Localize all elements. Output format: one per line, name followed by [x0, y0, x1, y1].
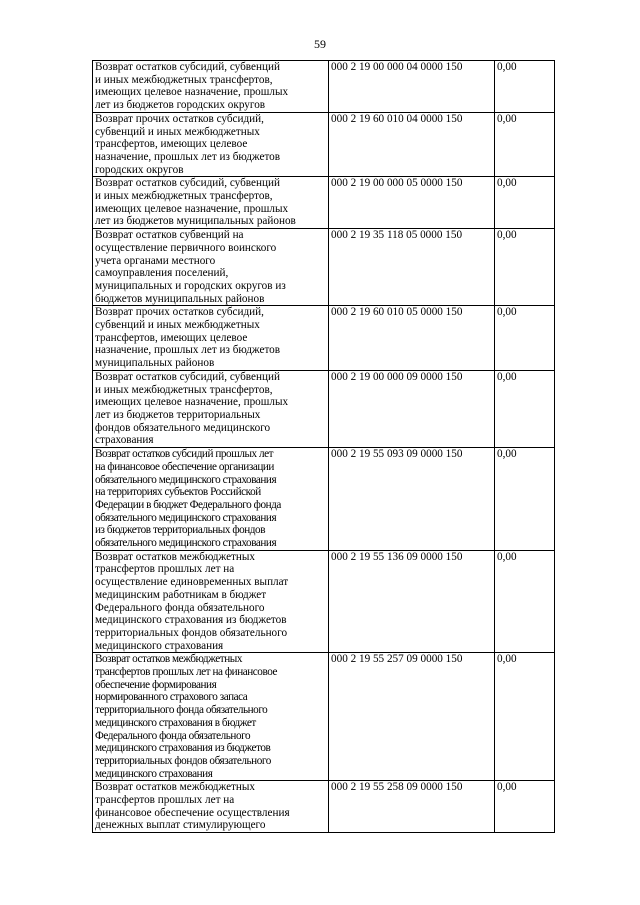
revenue-name-cell [93, 177, 329, 229]
revenue-name-line: Федерального фонда обязательного [95, 729, 251, 742]
budget-code-cell: 000 2 19 55 258 09 0000 150 [329, 781, 495, 833]
revenue-name-line: Возврат остатков субсидий, субвенций [95, 370, 280, 383]
revenue-name-line: Возврат прочих остатков субсидий, [95, 306, 264, 319]
revenue-name-line: обязательного медицинского страхования [95, 473, 277, 486]
table-row [93, 61, 555, 113]
revenue-name-line: территориальных фондов обязательного [95, 626, 288, 639]
revenue-name-line: имеющих целевое назначение, прошлых [95, 396, 289, 409]
revenue-name-line: имеющих целевое назначение, прошлых [95, 202, 289, 215]
table-row [93, 550, 555, 653]
revenue-name-cell [93, 653, 329, 781]
revenue-name-line: Федерации в бюджет Федерального фонда [95, 498, 281, 511]
amount-cell: 0,00 [495, 112, 555, 177]
budget-code-cell: 000 2 19 60 010 05 0000 150 [329, 306, 495, 371]
revenue-name-line: учета органами местного [95, 254, 216, 267]
revenue-name-line: Возврат прочих остатков субсидий, [95, 112, 264, 125]
revenue-name-line: Возврат остатков субсидий прошлых лет [95, 448, 274, 461]
revenue-name-line: и иных межбюджетных трансфертов, [95, 190, 273, 203]
table-row [93, 306, 555, 371]
revenue-name-line: лет из бюджетов территориальных [95, 408, 261, 421]
budget-code-cell: 000 2 19 00 000 04 0000 150 [329, 61, 495, 113]
revenue-name-cell [93, 370, 329, 447]
revenue-name-line: фондов обязательного медицинского [95, 421, 271, 434]
revenue-name-line: трансфертов прошлых лет на [95, 563, 235, 576]
revenue-name-cell [93, 550, 329, 653]
amount-cell: 0,00 [495, 306, 555, 371]
revenue-name-line: на финансовое обеспечение организации [95, 460, 274, 473]
revenue-name-cell [93, 448, 329, 551]
amount-cell: 0,00 [495, 229, 555, 306]
revenue-name-line: субвенций и иных межбюджетных [95, 125, 260, 138]
revenue-name-line: лет из бюджетов городских округов [95, 99, 266, 112]
amount-cell: 0,00 [495, 653, 555, 781]
revenue-name-line: Возврат остатков субвенций на [95, 229, 244, 242]
table-row [93, 177, 555, 229]
amount-cell: 0,00 [495, 61, 555, 113]
budget-code-cell: 000 2 19 55 093 09 0000 150 [329, 448, 495, 551]
revenue-name-cell [93, 61, 329, 113]
revenue-name-line: лет из бюджетов муниципальных районов [95, 215, 296, 228]
revenue-name-line: медицинского страхования в бюджет [95, 716, 256, 729]
revenue-name-line: самоуправления поселений, [95, 267, 229, 280]
revenue-name-line: финансовое обеспечение осуществления [95, 806, 290, 819]
amount-cell: 0,00 [495, 448, 555, 551]
revenue-name-line: городских округов [95, 163, 184, 176]
revenue-name-line: медицинского страхования из бюджетов [95, 614, 287, 627]
revenue-name-line: Федерального фонда обязательного [95, 601, 265, 614]
revenue-name-line: трансфертов, имеющих целевое [95, 138, 248, 151]
revenue-name-line: назначение, прошлых лет из бюджетов [95, 344, 281, 357]
table-row [93, 112, 555, 177]
budget-table [92, 60, 555, 833]
revenue-name-line: Возврат остатков субсидий, субвенций [95, 61, 280, 73]
amount-cell: 0,00 [495, 177, 555, 229]
revenue-name-line: Возврат остатков межбюджетных [95, 781, 256, 794]
revenue-name-line: муниципальных районов [95, 357, 215, 370]
revenue-name-line: трансфертов прошлых лет на [95, 794, 235, 807]
table-row [93, 781, 555, 833]
revenue-name-cell [93, 229, 329, 306]
revenue-name-line: осуществление единовременных выплат [95, 576, 289, 589]
budget-code-cell: 000 2 19 55 136 09 0000 150 [329, 550, 495, 653]
revenue-name-line: территориальных фондов обязательного [95, 754, 271, 767]
revenue-name-line: трансфертов, имеющих целевое [95, 331, 248, 344]
revenue-name-line: и иных межбюджетных трансфертов, [95, 73, 273, 86]
revenue-name-line: нормированного страхового запаса [95, 691, 248, 704]
table-row [93, 653, 555, 781]
revenue-name-line: медицинским работникам в бюджет [95, 588, 267, 601]
revenue-name-cell [93, 306, 329, 371]
revenue-name-line: и иных межбюджетных трансфертов, [95, 383, 273, 396]
revenue-name-line: медицинского страхования [95, 639, 224, 652]
revenue-name-cell [93, 112, 329, 177]
revenue-name-line: бюджетов муниципальных районов [95, 292, 265, 305]
revenue-name-line: обязательного медицинского страхования [95, 511, 277, 524]
table-row [93, 448, 555, 551]
revenue-name-line: на территориях субъектов Российской [95, 486, 261, 499]
revenue-name-line: территориального фонда обязательного [95, 704, 268, 717]
revenue-name-line: Возврат остатков межбюджетных [95, 653, 242, 666]
revenue-name-line: трансфертов прошлых лет на финансовое [95, 666, 277, 679]
table-body [93, 61, 555, 833]
revenue-name-line: из бюджетов территориальных фондов [95, 524, 266, 537]
revenue-name-line: Возврат остатков субсидий, субвенций [95, 177, 280, 190]
revenue-name-line: муниципальных и городских округов из [95, 279, 286, 292]
budget-code-cell: 000 2 19 55 257 09 0000 150 [329, 653, 495, 781]
budget-code-cell: 000 2 19 60 010 04 0000 150 [329, 112, 495, 177]
revenue-name-line: субвенций и иных межбюджетных [95, 319, 260, 332]
revenue-name-line: обязательного медицинского страхования [95, 537, 277, 550]
revenue-name-line: осуществление первичного воинского [95, 241, 277, 254]
budget-code-cell: 000 2 19 00 000 09 0000 150 [329, 370, 495, 447]
table-row [93, 370, 555, 447]
revenue-name-line: Возврат остатков межбюджетных [95, 550, 256, 563]
page-number: 59 [314, 37, 326, 51]
revenue-name-line: денежных выплат стимулирующего [95, 819, 266, 832]
revenue-name-cell [93, 781, 329, 833]
revenue-name-line: обеспечение формирования [95, 678, 217, 691]
amount-cell: 0,00 [495, 370, 555, 447]
revenue-name-line: медицинского страхования [95, 767, 213, 780]
amount-cell: 0,00 [495, 550, 555, 653]
revenue-name-line: медицинского страхования из бюджетов [95, 742, 271, 755]
revenue-name-line: назначение, прошлых лет из бюджетов [95, 150, 281, 163]
amount-cell: 0,00 [495, 781, 555, 833]
revenue-name-line: имеющих целевое назначение, прошлых [95, 86, 289, 99]
budget-code-cell: 000 2 19 35 118 05 0000 150 [329, 229, 495, 306]
revenue-name-line: страхования [95, 434, 154, 447]
table-row [93, 229, 555, 306]
budget-code-cell: 000 2 19 00 000 05 0000 150 [329, 177, 495, 229]
